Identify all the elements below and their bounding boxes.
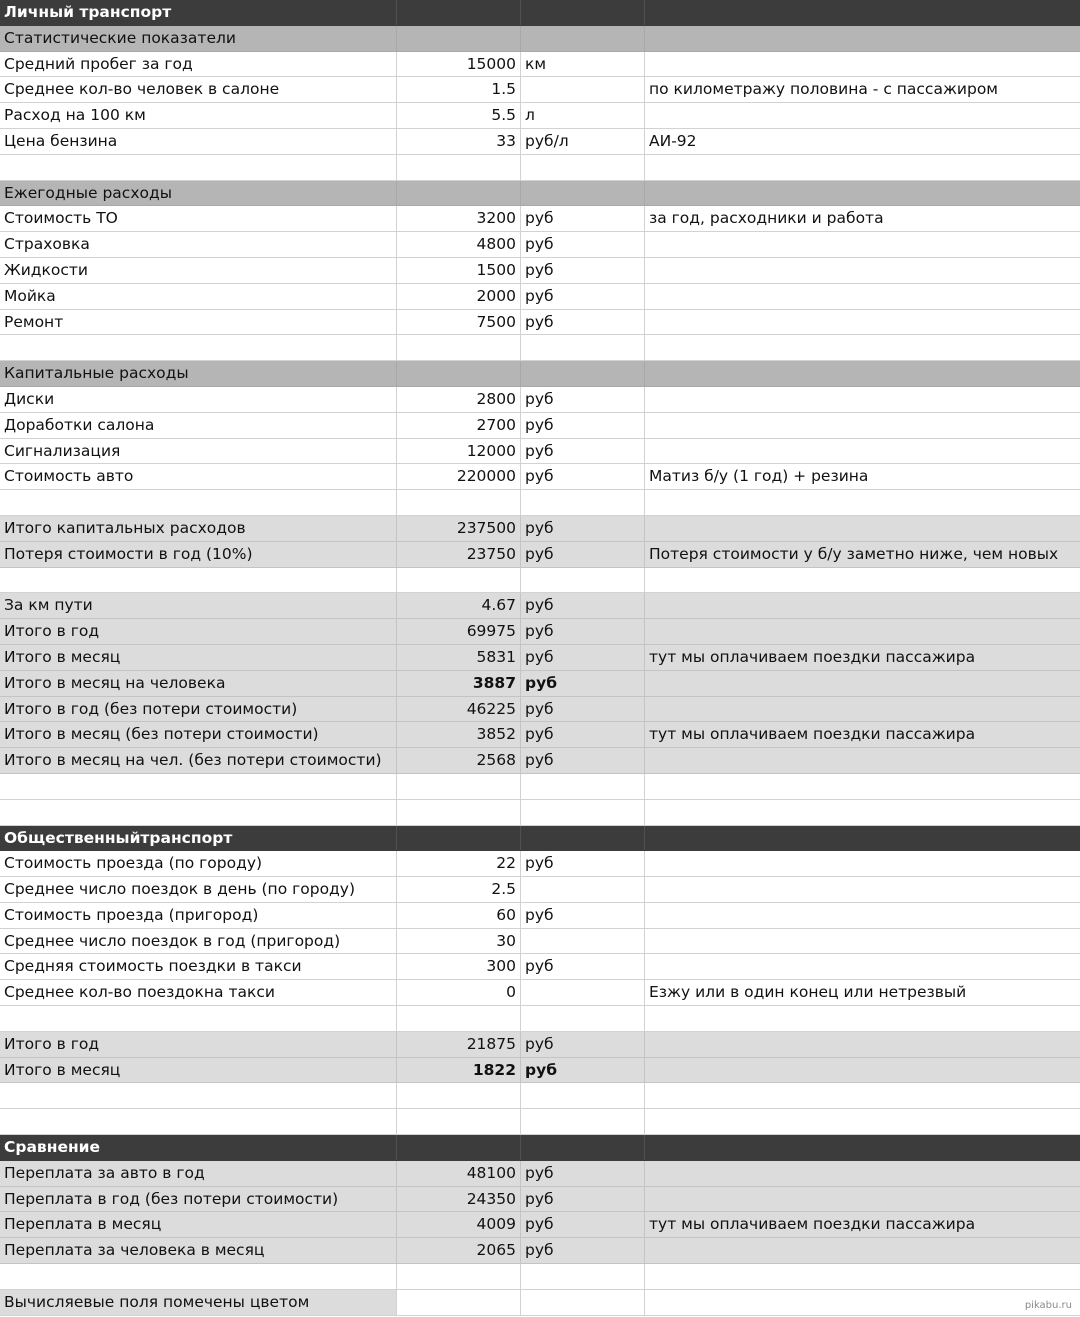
note-cell[interactable] xyxy=(645,387,1080,412)
note-cell[interactable] xyxy=(645,774,1080,799)
calculated-row xyxy=(0,671,1080,697)
label-cell[interactable]: Страховка xyxy=(0,232,397,257)
value-cell[interactable]: 4.67 xyxy=(397,593,521,618)
label-cell[interactable]: Вычисляевые поля помечены цветом xyxy=(0,1290,397,1315)
label-cell[interactable] xyxy=(0,1264,397,1289)
label-cell[interactable]: Личный транспорт xyxy=(0,0,397,25)
unit-cell[interactable] xyxy=(521,980,645,1005)
label-cell[interactable]: Переплата в месяц xyxy=(0,1212,397,1237)
label-cell[interactable]: Расход на 100 км xyxy=(0,103,397,128)
unit-cell[interactable]: руб xyxy=(521,671,645,696)
table-row xyxy=(0,877,1080,903)
table-row xyxy=(0,929,1080,955)
unit-cell[interactable]: руб xyxy=(521,1032,645,1057)
note-cell[interactable] xyxy=(645,619,1080,644)
blank-row xyxy=(0,1109,1080,1135)
value-cell[interactable]: 220000 xyxy=(397,464,521,489)
unit-cell[interactable] xyxy=(521,774,645,799)
unit-cell[interactable] xyxy=(521,490,645,515)
label-cell[interactable]: Цена бензина xyxy=(0,129,397,154)
label-cell[interactable] xyxy=(0,800,397,825)
value-cell[interactable]: 1822 xyxy=(397,1058,521,1083)
unit-cell[interactable]: руб xyxy=(521,206,645,231)
table-row xyxy=(0,310,1080,336)
unit-cell[interactable]: руб xyxy=(521,439,645,464)
value-cell[interactable]: 15000 xyxy=(397,52,521,77)
unit-cell[interactable]: руб xyxy=(521,413,645,438)
blank-row xyxy=(0,155,1080,181)
label-cell[interactable]: Статистические показатели xyxy=(0,26,397,51)
value-cell[interactable] xyxy=(397,1083,521,1108)
calculated-row xyxy=(0,1187,1080,1213)
value-cell[interactable] xyxy=(397,335,521,360)
unit-cell[interactable]: руб xyxy=(521,1212,645,1237)
blank-row xyxy=(0,1006,1080,1032)
note-cell[interactable] xyxy=(645,1264,1080,1289)
label-cell[interactable]: Стоимость авто xyxy=(0,464,397,489)
unit-cell[interactable] xyxy=(521,1135,645,1160)
label-cell[interactable]: Переплата за авто в год xyxy=(0,1161,397,1186)
value-cell[interactable] xyxy=(397,800,521,825)
label-cell[interactable] xyxy=(0,774,397,799)
value-cell[interactable]: 2000 xyxy=(397,284,521,309)
label-cell[interactable]: За км пути xyxy=(0,593,397,618)
value-cell[interactable]: 60 xyxy=(397,903,521,928)
note-cell[interactable] xyxy=(645,826,1080,851)
value-cell[interactable]: 0 xyxy=(397,980,521,1005)
calculated-row xyxy=(0,593,1080,619)
label-cell[interactable] xyxy=(0,1109,397,1134)
value-cell[interactable]: 48100 xyxy=(397,1161,521,1186)
note-cell[interactable] xyxy=(645,568,1080,593)
note-cell[interactable]: тут мы оплачиваем поездки пассажира xyxy=(649,725,976,744)
table-row xyxy=(0,851,1080,877)
label-cell[interactable]: Среднее число поездок в день (по городу) xyxy=(0,877,397,902)
note-cell[interactable] xyxy=(645,954,1080,979)
note-cell[interactable] xyxy=(645,593,1080,618)
unit-cell[interactable] xyxy=(521,0,645,25)
unit-cell[interactable] xyxy=(521,826,645,851)
table-row xyxy=(0,439,1080,465)
note-cell[interactable]: тут мы оплачиваем поездки пассажира xyxy=(649,1215,976,1234)
label-cell[interactable]: Средняя стоимость поездки в такси xyxy=(0,954,397,979)
unit-cell[interactable] xyxy=(521,26,645,51)
value-cell[interactable] xyxy=(397,155,521,180)
value-cell[interactable]: 24350 xyxy=(397,1187,521,1212)
legend-row xyxy=(0,1290,1080,1316)
note-cell[interactable] xyxy=(645,1238,1080,1263)
label-cell[interactable]: Общественныйтранспорт xyxy=(0,826,397,851)
unit-cell[interactable] xyxy=(521,1290,645,1315)
unit-cell[interactable] xyxy=(521,181,645,206)
value-cell[interactable] xyxy=(397,1109,521,1134)
note-cell[interactable] xyxy=(645,929,1080,954)
note-cell[interactable]: Потеря стоимости у б/у заметно ниже, чем новых xyxy=(649,544,1059,563)
value-cell[interactable]: 1500 xyxy=(397,258,521,283)
calculated-row xyxy=(0,542,1080,568)
note-cell[interactable] xyxy=(645,851,1080,876)
blank-row xyxy=(0,1264,1080,1290)
unit-cell[interactable]: руб xyxy=(521,722,645,747)
calculated-row xyxy=(0,722,1080,748)
blank-row xyxy=(0,490,1080,516)
unit-cell[interactable] xyxy=(521,335,645,360)
blank-row xyxy=(0,774,1080,800)
value-cell[interactable] xyxy=(397,774,521,799)
label-cell[interactable]: Стоимость проезда (пригород) xyxy=(0,903,397,928)
label-cell[interactable]: Жидкости xyxy=(0,258,397,283)
label-cell[interactable]: Переплата в год (без потери стоимости) xyxy=(0,1187,397,1212)
unit-cell[interactable] xyxy=(521,929,645,954)
label-cell[interactable]: Итого в месяц xyxy=(0,645,397,670)
label-cell[interactable]: Ежегодные расходы xyxy=(0,181,397,206)
label-cell[interactable]: Стоимость ТО xyxy=(0,206,397,231)
label-cell[interactable]: Ремонт xyxy=(0,310,397,335)
unit-cell[interactable]: руб xyxy=(521,258,645,283)
value-cell[interactable]: 5.5 xyxy=(397,103,521,128)
value-cell[interactable]: 21875 xyxy=(397,1032,521,1057)
value-cell[interactable] xyxy=(397,361,521,386)
label-cell[interactable]: Итого в год (без потери стоимости) xyxy=(0,697,397,722)
unit-cell[interactable]: руб xyxy=(521,516,645,541)
unit-cell[interactable] xyxy=(521,155,645,180)
note-cell[interactable] xyxy=(645,800,1080,825)
value-cell[interactable] xyxy=(397,0,521,25)
value-cell[interactable] xyxy=(397,181,521,206)
label-cell[interactable]: Мойка xyxy=(0,284,397,309)
blank-row xyxy=(0,335,1080,361)
note-cell[interactable] xyxy=(645,52,1080,77)
note-cell[interactable]: за год, расходники и работа xyxy=(649,209,884,228)
unit-cell[interactable]: руб xyxy=(521,619,645,644)
note-cell[interactable] xyxy=(645,516,1080,541)
note-cell[interactable] xyxy=(645,0,1080,25)
table-row xyxy=(0,464,1080,490)
calculated-row xyxy=(0,516,1080,542)
section-header-row xyxy=(0,26,1080,52)
table-row xyxy=(0,954,1080,980)
table-row xyxy=(0,903,1080,929)
value-cell[interactable]: 1.5 xyxy=(397,77,521,102)
blank-row xyxy=(0,568,1080,594)
note-cell[interactable] xyxy=(645,26,1080,51)
unit-cell[interactable]: руб/л xyxy=(521,129,645,154)
unit-cell[interactable]: л xyxy=(521,103,645,128)
value-cell[interactable]: 3887 xyxy=(397,671,521,696)
unit-cell[interactable]: руб xyxy=(521,954,645,979)
calculated-row xyxy=(0,1212,1080,1238)
calculated-row xyxy=(0,1161,1080,1187)
label-cell[interactable]: Итого в месяц на человека xyxy=(0,671,397,696)
section-title-row xyxy=(0,1135,1080,1161)
value-cell[interactable]: 2568 xyxy=(397,748,521,773)
note-cell[interactable] xyxy=(645,103,1080,128)
unit-cell[interactable]: руб xyxy=(521,542,645,567)
label-cell[interactable]: Диски xyxy=(0,387,397,412)
value-cell[interactable] xyxy=(397,26,521,51)
table-row xyxy=(0,284,1080,310)
value-cell[interactable]: 46225 xyxy=(397,697,521,722)
note-cell[interactable] xyxy=(645,181,1080,206)
table-row xyxy=(0,980,1080,1006)
value-cell[interactable]: 23750 xyxy=(397,542,521,567)
note-cell[interactable] xyxy=(645,155,1080,180)
watermark: pikabu.ru xyxy=(1024,1300,1072,1311)
value-cell[interactable]: 237500 xyxy=(397,516,521,541)
note-cell[interactable]: Матиз б/у (1 год) + резина xyxy=(649,467,869,486)
table-row xyxy=(0,387,1080,413)
note-cell[interactable] xyxy=(645,697,1080,722)
unit-cell[interactable]: руб xyxy=(521,593,645,618)
unit-cell[interactable]: руб xyxy=(521,1058,645,1083)
unit-cell[interactable] xyxy=(521,361,645,386)
note-cell[interactable] xyxy=(645,1032,1080,1057)
value-cell[interactable]: 4800 xyxy=(397,232,521,257)
note-cell[interactable] xyxy=(645,1290,1080,1315)
label-cell[interactable]: Капитальные расходы xyxy=(0,361,397,386)
unit-cell[interactable] xyxy=(521,1109,645,1134)
note-cell[interactable] xyxy=(645,1161,1080,1186)
note-cell[interactable] xyxy=(645,1135,1080,1160)
note-cell[interactable] xyxy=(645,413,1080,438)
label-cell[interactable]: Итого в месяц xyxy=(0,1058,397,1083)
note-cell[interactable]: по километражу половина - с пассажиром xyxy=(649,80,998,99)
value-cell[interactable]: 2700 xyxy=(397,413,521,438)
note-cell[interactable] xyxy=(645,903,1080,928)
unit-cell[interactable]: руб xyxy=(521,1161,645,1186)
value-cell[interactable]: 2.5 xyxy=(397,877,521,902)
note-cell[interactable] xyxy=(645,1109,1080,1134)
unit-cell[interactable] xyxy=(521,1006,645,1031)
label-cell[interactable] xyxy=(0,490,397,515)
section-title-row xyxy=(0,0,1080,26)
table-row xyxy=(0,258,1080,284)
label-cell[interactable] xyxy=(0,335,397,360)
value-cell[interactable] xyxy=(397,1135,521,1160)
table-row xyxy=(0,206,1080,232)
calculated-row xyxy=(0,619,1080,645)
value-cell[interactable] xyxy=(397,490,521,515)
label-cell[interactable]: Итого в месяц на чел. (без потери стоимости) xyxy=(0,748,397,773)
label-cell[interactable]: Среднее кол-во человек в салоне xyxy=(0,77,397,102)
label-cell[interactable]: Итого в месяц (без потери стоимости) xyxy=(0,722,397,747)
unit-cell[interactable]: руб xyxy=(521,387,645,412)
calculated-row xyxy=(0,1032,1080,1058)
table-row xyxy=(0,413,1080,439)
note-cell[interactable] xyxy=(645,877,1080,902)
calculated-row xyxy=(0,1058,1080,1084)
label-cell[interactable]: Среднее кол-во поездокна такси xyxy=(0,980,397,1005)
value-cell[interactable]: 30 xyxy=(397,929,521,954)
note-cell[interactable] xyxy=(645,284,1080,309)
unit-cell[interactable] xyxy=(521,1264,645,1289)
unit-cell[interactable]: руб xyxy=(521,1238,645,1263)
unit-cell[interactable] xyxy=(521,877,645,902)
value-cell[interactable]: 7500 xyxy=(397,310,521,335)
note-cell[interactable] xyxy=(645,258,1080,283)
note-cell[interactable] xyxy=(645,361,1080,386)
label-cell[interactable]: Сигнализация xyxy=(0,439,397,464)
label-cell[interactable]: Сравнение xyxy=(0,1135,397,1160)
label-cell[interactable]: Доработки салона xyxy=(0,413,397,438)
note-cell[interactable] xyxy=(645,439,1080,464)
note-cell[interactable] xyxy=(645,335,1080,360)
value-cell[interactable] xyxy=(397,826,521,851)
note-cell[interactable]: АИ-92 xyxy=(649,131,697,150)
value-cell[interactable]: 33 xyxy=(397,129,521,154)
unit-cell[interactable] xyxy=(521,1083,645,1108)
note-cell[interactable] xyxy=(645,748,1080,773)
unit-cell[interactable]: руб xyxy=(521,284,645,309)
unit-cell[interactable]: руб xyxy=(521,232,645,257)
value-cell[interactable]: 3852 xyxy=(397,722,521,747)
value-cell[interactable]: 300 xyxy=(397,954,521,979)
note-cell[interactable] xyxy=(645,232,1080,257)
value-cell[interactable] xyxy=(397,1264,521,1289)
note-cell[interactable] xyxy=(645,1083,1080,1108)
note-cell[interactable] xyxy=(645,1058,1080,1083)
value-cell[interactable]: 2800 xyxy=(397,387,521,412)
value-cell[interactable]: 12000 xyxy=(397,439,521,464)
unit-cell[interactable]: руб xyxy=(521,645,645,670)
table-row xyxy=(0,232,1080,258)
table-row xyxy=(0,103,1080,129)
table-row xyxy=(0,77,1080,103)
table-row xyxy=(0,129,1080,155)
unit-cell[interactable] xyxy=(521,568,645,593)
label-cell[interactable]: Итого капитальных расходов xyxy=(0,516,397,541)
unit-cell[interactable]: руб xyxy=(521,851,645,876)
unit-cell[interactable] xyxy=(521,77,645,102)
calculated-row xyxy=(0,645,1080,671)
note-cell[interactable] xyxy=(645,490,1080,515)
value-cell[interactable] xyxy=(397,1290,521,1315)
label-cell[interactable]: Средний пробег за год xyxy=(0,52,397,77)
note-cell[interactable] xyxy=(645,1187,1080,1212)
unit-cell[interactable]: руб xyxy=(521,464,645,489)
value-cell[interactable]: 2065 xyxy=(397,1238,521,1263)
label-cell[interactable]: Среднее число поездок в год (пригород) xyxy=(0,929,397,954)
label-cell[interactable] xyxy=(0,568,397,593)
note-cell[interactable] xyxy=(645,671,1080,696)
value-cell[interactable]: 4009 xyxy=(397,1212,521,1237)
unit-cell[interactable]: руб xyxy=(521,310,645,335)
note-cell[interactable]: тут мы оплачиваем поездки пассажира xyxy=(649,647,976,666)
unit-cell[interactable]: руб xyxy=(521,748,645,773)
value-cell[interactable]: 5831 xyxy=(397,645,521,670)
note-cell[interactable]: Езжу или в один конец или нетрезвый xyxy=(649,983,967,1002)
blank-row xyxy=(0,800,1080,826)
unit-cell[interactable]: руб xyxy=(521,903,645,928)
value-cell[interactable]: 3200 xyxy=(397,206,521,231)
value-cell[interactable]: 69975 xyxy=(397,619,521,644)
label-cell[interactable]: Переплата за человека в месяц xyxy=(0,1238,397,1263)
unit-cell[interactable]: руб xyxy=(521,1187,645,1212)
blank-row xyxy=(0,1083,1080,1109)
value-cell[interactable]: 22 xyxy=(397,851,521,876)
label-cell[interactable]: Итого в год xyxy=(0,619,397,644)
note-cell[interactable] xyxy=(645,1006,1080,1031)
label-cell[interactable]: Стоимость проезда (по городу) xyxy=(0,851,397,876)
section-title-row xyxy=(0,826,1080,852)
note-cell[interactable] xyxy=(645,310,1080,335)
table-row xyxy=(0,52,1080,78)
label-cell[interactable] xyxy=(0,1083,397,1108)
section-header-row xyxy=(0,361,1080,387)
label-cell[interactable]: Итого в год xyxy=(0,1032,397,1057)
calculated-row xyxy=(0,1238,1080,1264)
calculated-row xyxy=(0,697,1080,723)
label-cell[interactable] xyxy=(0,1006,397,1031)
value-cell[interactable] xyxy=(397,568,521,593)
label-cell[interactable]: Потеря стоимости в год (10%) xyxy=(0,542,397,567)
unit-cell[interactable]: руб xyxy=(521,697,645,722)
label-cell[interactable] xyxy=(0,155,397,180)
calculated-row xyxy=(0,748,1080,774)
unit-cell[interactable]: км xyxy=(521,52,645,77)
section-header-row xyxy=(0,181,1080,207)
unit-cell[interactable] xyxy=(521,800,645,825)
value-cell[interactable] xyxy=(397,1006,521,1031)
